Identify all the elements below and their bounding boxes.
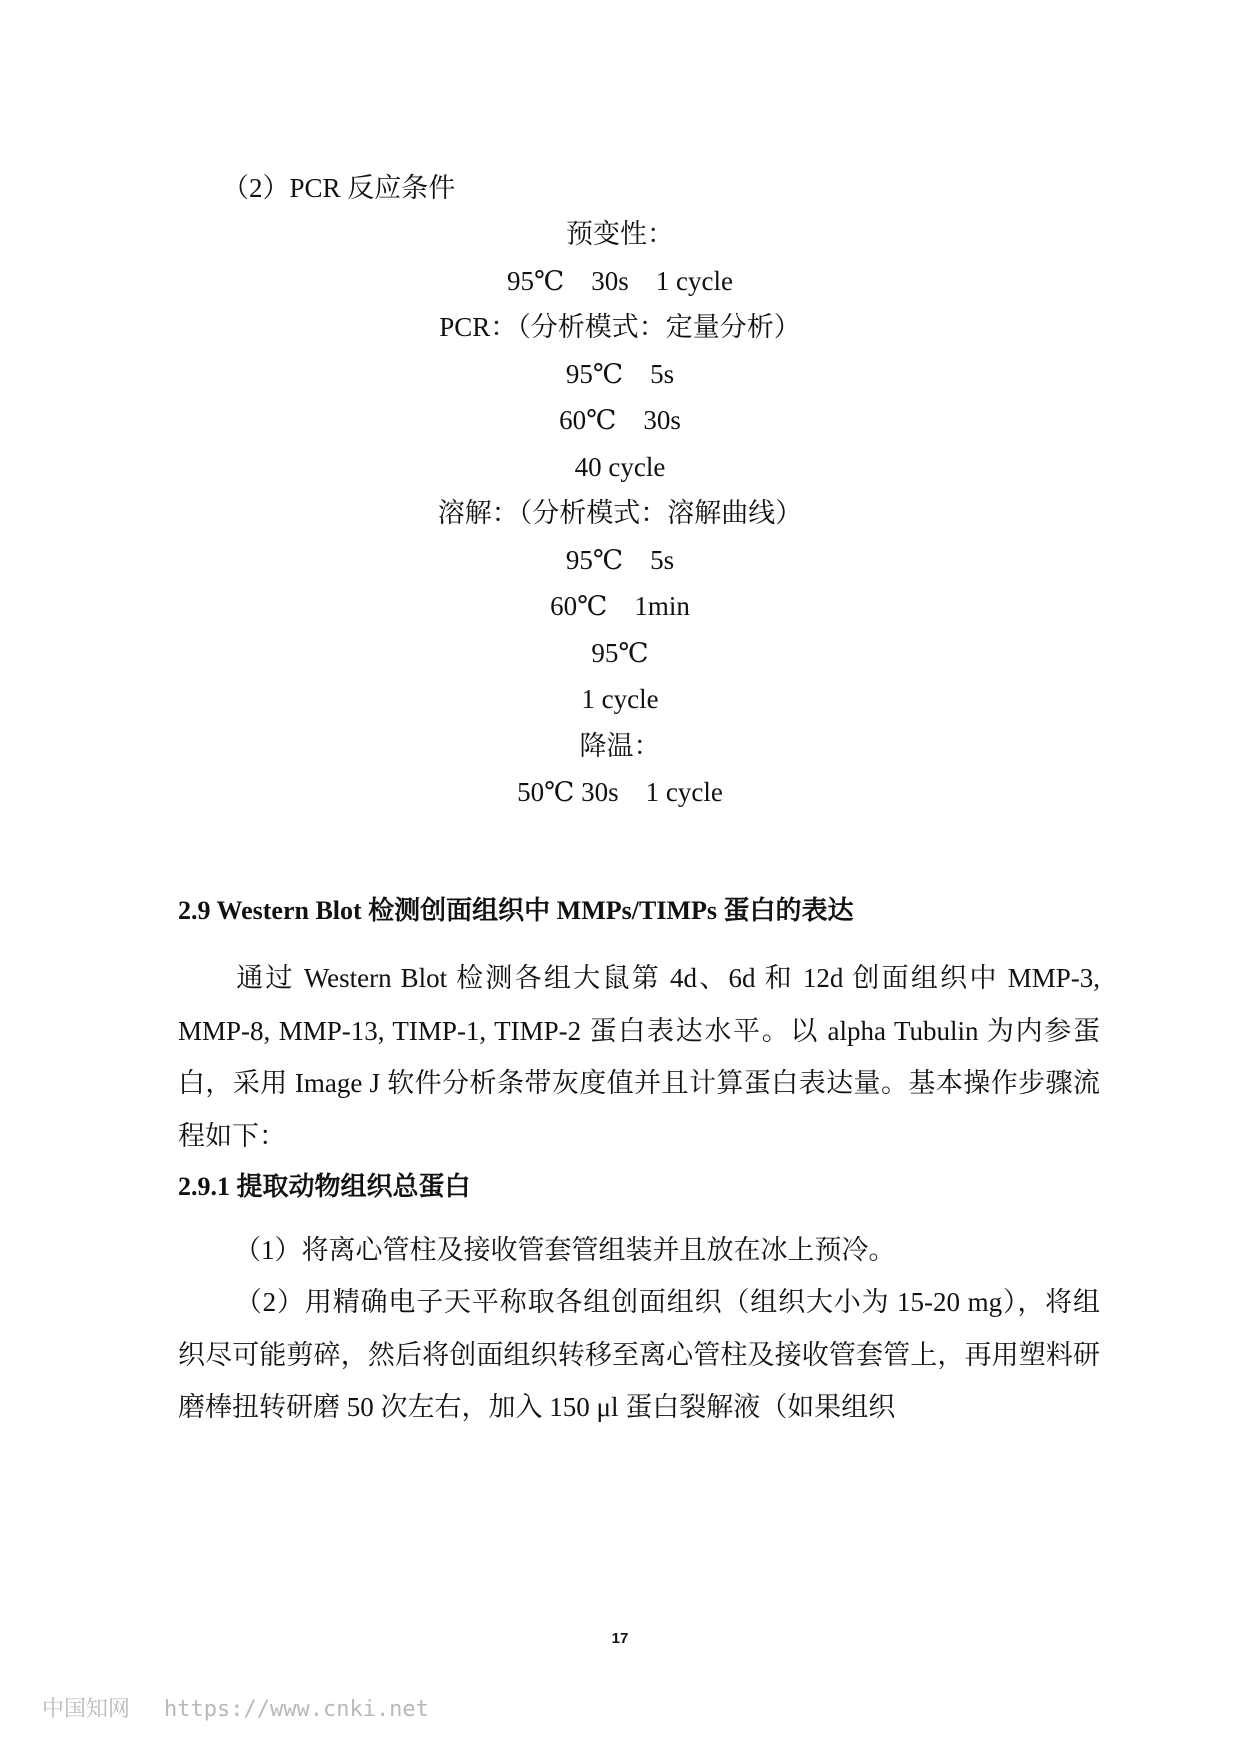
pcr-line-predenature: 预变性： xyxy=(566,219,674,249)
pcr-line-predenature-params: 95℃ 30s 1 cycle xyxy=(507,266,733,296)
step-1-text: （1）将离心管柱及接收管套管组装并且放在冰上预冷。 xyxy=(234,1235,896,1265)
pcr-line-step-60: 60℃ 30s xyxy=(559,405,681,435)
pcr-subtitle: （2）PCR 反应条件 xyxy=(222,173,456,203)
watermark-site-name: 中国知网 xyxy=(42,1697,131,1722)
watermark xyxy=(42,1692,429,1723)
step-2-text: （2）用精确电子天平称取各组创面组织（组织大小为 15-20 mg），将组织尽可能剪碎，然后将创面组织转移至离心管柱及接收管套管上，再用塑料研磨棒扭转研磨 50 次左右，加入 150 μl 蛋白裂解液（如果组织 xyxy=(178,1287,1100,1422)
section-2-9-paragraph xyxy=(178,952,1100,1162)
pcr-line-melt-95b: 95℃ xyxy=(591,638,649,668)
pcr-line-melt-60: 60℃ 1min xyxy=(550,591,690,621)
section-2-9-paragraph-text: 通过 Western Blot 检测各组大鼠第 4d、6d 和 12d 创面组织中 MMP-3, MMP-8, MMP-13, TIMP-1, TIMP-2 蛋白表达水平。以 alpha Tubulin 为内参蛋白，采用 Image J 软件分析条带灰度值并且计算蛋白表达量。基本操作步骤流程如下： xyxy=(178,963,1100,1151)
pcr-line-step-95: 95℃ 5s xyxy=(565,359,675,389)
section-2-9-1-heading: 2.9.1 提取动物组织总蛋白 xyxy=(178,1172,471,1201)
watermark-url: https://www.cnki.net xyxy=(164,1697,429,1722)
pcr-line-melt-mode: 溶解：（分析模式：溶解曲线） xyxy=(437,498,803,528)
pcr-line-pcr-mode: PCR：（分析模式：定量分析） xyxy=(439,312,801,342)
page-number: 17 xyxy=(611,1630,629,1647)
pcr-line-cooling-params: 50℃ 30s 1 cycle xyxy=(517,777,723,807)
pcr-line-cycles: 40 cycle xyxy=(574,452,666,482)
pcr-line-melt-95: 95℃ 5s xyxy=(565,545,675,575)
section-2-9-heading: 2.9 Western Blot 检测创面组织中 MMPs/TIMPs 蛋白的表达 xyxy=(178,896,854,925)
pcr-line-melt-cycle: 1 cycle xyxy=(581,684,659,714)
step-2-paragraph xyxy=(178,1276,1100,1434)
step-1-paragraph xyxy=(178,1224,1100,1277)
pcr-line-cooling: 降温： xyxy=(579,731,661,761)
